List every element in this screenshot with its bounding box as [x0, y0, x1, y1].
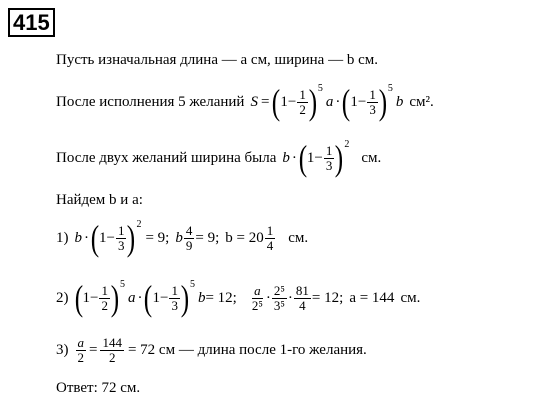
line-2	[56, 84, 434, 120]
paren-open: (	[342, 82, 351, 122]
answer: Ответ: 72 см.	[56, 380, 141, 396]
a-var: a	[127, 289, 136, 306]
paren-close: )	[378, 82, 388, 122]
one: 1	[306, 149, 315, 166]
step-3-label: 3)	[56, 342, 69, 358]
fraction-a-2: $\frac{a}{2}$	[77, 335, 84, 365]
line-3	[56, 140, 381, 176]
paren-open: (	[74, 278, 83, 318]
unit: см.	[361, 149, 382, 166]
minus: −	[90, 289, 99, 306]
dot: ·	[287, 289, 293, 306]
paren-close: )	[180, 278, 190, 318]
fraction-1-4: $\frac{1}{4}$	[266, 222, 274, 253]
unit: см².	[409, 93, 434, 110]
step-1-part-1: = 9;	[145, 229, 170, 246]
b-var: b	[74, 229, 82, 246]
step-2	[56, 280, 420, 316]
step-1-part-3: b = 20	[225, 229, 264, 246]
line-3-text: После двух желаний ширина была	[56, 149, 277, 166]
exponent: 5	[189, 278, 195, 290]
paren-close: )	[335, 138, 344, 178]
paren-close: )	[110, 278, 120, 318]
a-var: a	[325, 93, 334, 110]
paren-open: (	[272, 82, 281, 122]
fraction-81-4: $\frac{81}{4}$	[295, 282, 309, 313]
b-var: b	[395, 93, 404, 110]
minus: −	[106, 229, 115, 246]
fraction-1-3: $\frac{1}{3}$	[171, 282, 178, 313]
b-var: b	[282, 149, 290, 166]
step-1-label: 1)	[56, 229, 69, 246]
dot: ·	[265, 289, 271, 306]
problem-number: 415	[8, 8, 55, 37]
line-4: Найдем b и a:	[56, 192, 143, 208]
fraction-4-9: $\frac{4}{9}$	[185, 222, 193, 253]
equals: =	[260, 93, 270, 110]
paren-open: (	[298, 138, 308, 178]
line-2-text: После исполнения 5 желаний	[56, 93, 245, 110]
fraction-1-3: $\frac{1}{3}$	[369, 86, 376, 117]
fraction-1-3: $\frac{1}{3}$	[117, 222, 125, 253]
fraction-1-3: $\frac{1}{3}$	[325, 142, 333, 173]
line-1: Пусть изначальная длина — a см, ширина — b см.	[56, 52, 378, 68]
dot: ·	[335, 93, 341, 110]
step-2-part-1: = 12;	[205, 289, 237, 306]
one: 1	[99, 229, 107, 246]
unit: см.	[400, 289, 421, 306]
minus: −	[314, 149, 323, 166]
step-2-part-3: a = 144	[349, 289, 395, 306]
unit: см.	[288, 229, 309, 246]
exponent: 5	[387, 82, 393, 94]
exponent: 5	[119, 278, 125, 290]
paren-open: (	[90, 218, 100, 258]
minus: −	[357, 93, 367, 110]
one: 1	[152, 289, 160, 306]
step-2-label: 2)	[56, 289, 69, 306]
one: 1	[280, 93, 288, 110]
step-1	[56, 220, 308, 256]
one: 1	[82, 289, 90, 306]
fraction-a-2-5: $\frac{a}{\text{2⁵}}$	[251, 282, 263, 313]
exponent: 2	[136, 218, 142, 230]
minus: −	[287, 93, 297, 110]
fraction-2-5-3-5: $\frac{\text{2⁵}}{\text{3⁵}}$	[273, 282, 285, 313]
step-3-text: = 72 см — длина после 1-го желания.	[127, 342, 367, 358]
paren-close: )	[308, 82, 318, 122]
s-var: S	[250, 93, 258, 110]
paren-open: (	[144, 278, 153, 318]
b-var: b	[197, 289, 206, 306]
dot: ·	[291, 149, 297, 166]
fraction-1-2: $\frac{1}{2}$	[299, 86, 306, 117]
dot: ·	[84, 229, 89, 246]
paren-close: )	[127, 218, 136, 258]
dot: ·	[137, 289, 143, 306]
b-var: b	[175, 229, 183, 246]
step-2-part-2: = 12;	[311, 289, 344, 306]
one: 1	[350, 93, 358, 110]
exponent: 5	[317, 82, 323, 94]
fraction-144-2: $\frac{144}{2}$	[102, 335, 122, 365]
fraction-1-2: $\frac{1}{2}$	[101, 282, 108, 313]
step-1-part-2: = 9;	[195, 229, 220, 246]
exponent: 2	[344, 138, 350, 150]
minus: −	[159, 289, 169, 306]
step-3: 3) $\frac{a}{2}$ = $\frac{144}{2}$ = 72 см — длина после 1-го желания.	[56, 335, 367, 365]
